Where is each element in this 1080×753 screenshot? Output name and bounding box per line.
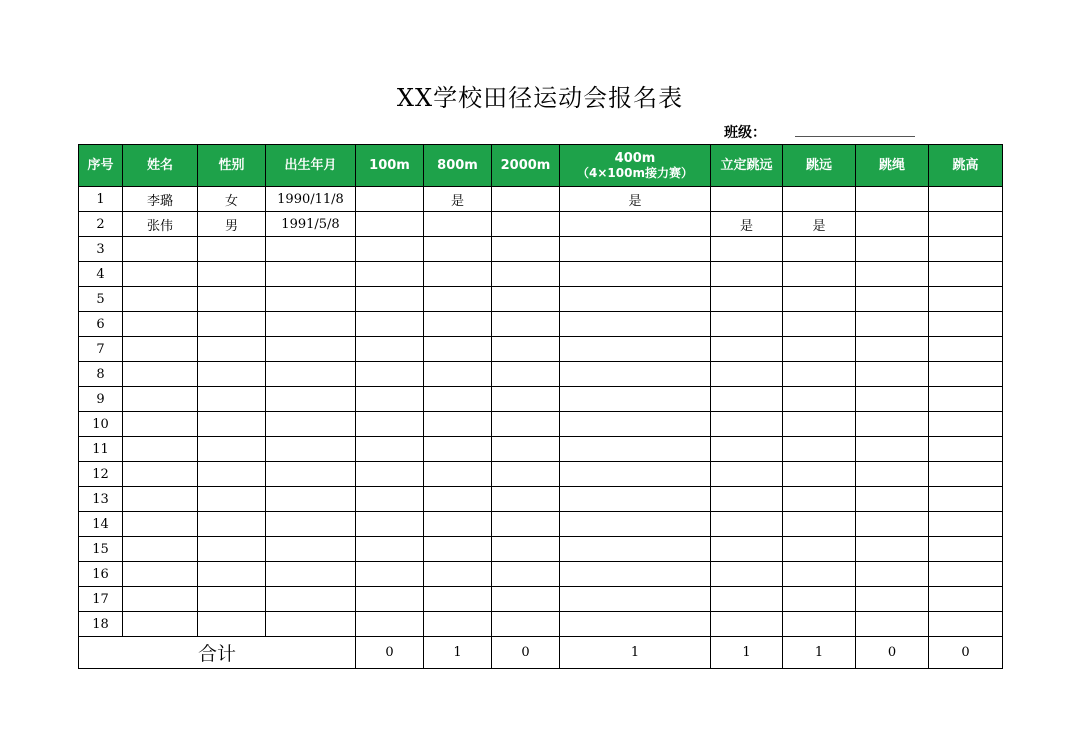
table-cell[interactable] xyxy=(356,437,424,462)
table-row xyxy=(79,587,1003,612)
table-cell[interactable] xyxy=(929,462,1003,487)
table-cell[interactable] xyxy=(198,587,266,612)
table-row xyxy=(79,262,1003,287)
table-cell[interactable] xyxy=(492,212,560,237)
table-cell[interactable] xyxy=(711,487,783,512)
col-header-jump-rope: 跳绳 xyxy=(856,145,929,187)
table-cell[interactable] xyxy=(123,337,198,362)
table-cell[interactable] xyxy=(783,362,856,387)
table-cell[interactable] xyxy=(356,287,424,312)
total-cell[interactable]: 0 xyxy=(492,637,560,669)
table-cell[interactable] xyxy=(492,387,560,412)
table-cell[interactable] xyxy=(266,262,356,287)
table-cell[interactable] xyxy=(266,237,356,262)
row-index-cell: 9 xyxy=(79,387,123,412)
table-cell[interactable] xyxy=(198,412,266,437)
table-cell[interactable] xyxy=(711,287,783,312)
row-index-cell: 6 xyxy=(79,312,123,337)
table-cell[interactable] xyxy=(783,462,856,487)
table-cell[interactable] xyxy=(123,312,198,337)
table-cell[interactable] xyxy=(123,487,198,512)
table-row xyxy=(79,362,1003,387)
table-cell[interactable] xyxy=(424,387,492,412)
table-cell[interactable]: 女 xyxy=(198,187,266,212)
table-cell[interactable] xyxy=(123,562,198,587)
row-index-cell: 7 xyxy=(79,337,123,362)
col-header-long-jump: 跳远 xyxy=(783,145,856,187)
table-row xyxy=(79,512,1003,537)
table-cell[interactable] xyxy=(266,487,356,512)
table-cell[interactable] xyxy=(560,462,711,487)
row-index-cell: 16 xyxy=(79,562,123,587)
table-cell[interactable] xyxy=(356,587,424,612)
table-cell[interactable] xyxy=(356,212,424,237)
table-cell[interactable] xyxy=(492,462,560,487)
table-cell[interactable] xyxy=(783,437,856,462)
total-cell[interactable]: 1 xyxy=(424,637,492,669)
class-input-line[interactable] xyxy=(795,136,915,137)
table-cell[interactable] xyxy=(492,587,560,612)
table-cell[interactable] xyxy=(856,412,929,437)
table-cell[interactable] xyxy=(198,612,266,637)
row-index-cell: 10 xyxy=(79,412,123,437)
table-cell[interactable] xyxy=(424,412,492,437)
table-cell[interactable] xyxy=(198,512,266,537)
page-title: XX学校田径运动会报名表 xyxy=(396,84,684,112)
table-cell[interactable] xyxy=(560,362,711,387)
table-cell[interactable]: 1990/11/8 xyxy=(266,187,356,212)
table-cell[interactable] xyxy=(424,437,492,462)
table-cell[interactable] xyxy=(856,362,929,387)
table-row xyxy=(79,387,1003,412)
table-cell[interactable] xyxy=(356,487,424,512)
table-cell[interactable] xyxy=(123,462,198,487)
table-cell[interactable] xyxy=(783,187,856,212)
table-cell[interactable] xyxy=(711,537,783,562)
row-index-cell: 15 xyxy=(79,537,123,562)
table-cell[interactable] xyxy=(424,562,492,587)
table-row xyxy=(79,437,1003,462)
table-cell[interactable] xyxy=(856,337,929,362)
table-cell[interactable] xyxy=(856,262,929,287)
table-cell[interactable] xyxy=(198,237,266,262)
table-cell[interactable] xyxy=(560,237,711,262)
table-row xyxy=(79,487,1003,512)
table-cell[interactable] xyxy=(929,287,1003,312)
row-index-cell: 4 xyxy=(79,262,123,287)
table-cell[interactable] xyxy=(856,587,929,612)
table-cell[interactable] xyxy=(783,262,856,287)
table-cell[interactable] xyxy=(856,612,929,637)
table-cell[interactable] xyxy=(356,362,424,387)
table-cell[interactable]: 李璐 xyxy=(123,187,198,212)
table-cell[interactable] xyxy=(492,187,560,212)
row-index-cell: 3 xyxy=(79,237,123,262)
table-cell[interactable] xyxy=(492,487,560,512)
table-cell[interactable] xyxy=(492,362,560,387)
table-cell[interactable] xyxy=(783,412,856,437)
registration-table xyxy=(78,144,1003,669)
table-cell[interactable] xyxy=(711,312,783,337)
table-cell[interactable] xyxy=(424,537,492,562)
table-cell[interactable] xyxy=(123,612,198,637)
col-header-birthdate: 出生年月 xyxy=(266,145,356,187)
table-cell[interactable] xyxy=(424,312,492,337)
table-cell[interactable] xyxy=(424,512,492,537)
table-row xyxy=(79,537,1003,562)
table-cell[interactable] xyxy=(929,487,1003,512)
table-cell[interactable] xyxy=(929,212,1003,237)
table-cell[interactable] xyxy=(711,337,783,362)
table-cell[interactable] xyxy=(711,412,783,437)
table-cell[interactable] xyxy=(560,262,711,287)
table-cell[interactable] xyxy=(856,537,929,562)
row-index-cell: 17 xyxy=(79,587,123,612)
row-index-cell: 1 xyxy=(79,187,123,212)
table-cell[interactable] xyxy=(929,237,1003,262)
col-header-name: 姓名 xyxy=(123,145,198,187)
table-cell[interactable] xyxy=(711,587,783,612)
table-cell[interactable] xyxy=(856,562,929,587)
table-cell[interactable] xyxy=(711,437,783,462)
col-header-400m-relay xyxy=(560,145,711,187)
table-cell[interactable] xyxy=(929,262,1003,287)
table-cell[interactable] xyxy=(266,562,356,587)
col-header-gender: 性别 xyxy=(198,145,266,187)
table-cell[interactable] xyxy=(560,587,711,612)
table-cell[interactable] xyxy=(123,262,198,287)
table-cell[interactable] xyxy=(198,262,266,287)
table-cell[interactable] xyxy=(266,612,356,637)
table-cell[interactable] xyxy=(856,187,929,212)
table-cell[interactable] xyxy=(856,462,929,487)
table-cell[interactable] xyxy=(492,412,560,437)
table-cell[interactable] xyxy=(198,312,266,337)
total-cell[interactable]: 1 xyxy=(560,637,711,669)
table-cell[interactable] xyxy=(492,562,560,587)
table-cell[interactable] xyxy=(123,537,198,562)
table-cell[interactable] xyxy=(266,362,356,387)
table-cell[interactable] xyxy=(560,562,711,587)
table-cell[interactable] xyxy=(711,462,783,487)
table-cell[interactable] xyxy=(711,187,783,212)
row-index-cell: 8 xyxy=(79,362,123,387)
table-cell[interactable] xyxy=(356,187,424,212)
table-cell[interactable] xyxy=(123,587,198,612)
table-cell[interactable] xyxy=(711,387,783,412)
table-cell[interactable] xyxy=(560,387,711,412)
table-cell[interactable] xyxy=(856,437,929,462)
table-cell[interactable] xyxy=(492,337,560,362)
table-cell[interactable] xyxy=(711,362,783,387)
table-cell[interactable] xyxy=(424,612,492,637)
table-cell[interactable]: 是 xyxy=(560,187,711,212)
table-cell[interactable] xyxy=(198,287,266,312)
col-header-high-jump: 跳高 xyxy=(929,145,1003,187)
table-cell[interactable] xyxy=(783,612,856,637)
table-cell[interactable] xyxy=(198,362,266,387)
table-cell[interactable] xyxy=(424,287,492,312)
table-cell[interactable] xyxy=(856,237,929,262)
table-cell[interactable] xyxy=(198,337,266,362)
col-header-2000m: 2000m xyxy=(492,145,560,187)
table-cell[interactable] xyxy=(266,412,356,437)
table-cell[interactable] xyxy=(711,512,783,537)
total-row xyxy=(79,637,1003,669)
table-row xyxy=(79,562,1003,587)
table-cell[interactable] xyxy=(929,587,1003,612)
table-cell[interactable] xyxy=(560,412,711,437)
table-row xyxy=(79,237,1003,262)
table-cell[interactable] xyxy=(123,362,198,387)
col-header-800m: 800m xyxy=(424,145,492,187)
table-cell[interactable] xyxy=(266,287,356,312)
table-cell[interactable] xyxy=(929,412,1003,437)
table-cell[interactable] xyxy=(783,587,856,612)
table-cell[interactable] xyxy=(424,362,492,387)
table-cell[interactable] xyxy=(492,312,560,337)
table-cell[interactable] xyxy=(929,362,1003,387)
table-row xyxy=(79,187,1003,212)
table-cell[interactable] xyxy=(929,537,1003,562)
table-cell[interactable] xyxy=(356,262,424,287)
table-cell[interactable] xyxy=(783,237,856,262)
table-cell[interactable] xyxy=(856,287,929,312)
table-cell[interactable] xyxy=(560,287,711,312)
table-cell[interactable] xyxy=(560,437,711,462)
row-index-cell: 12 xyxy=(79,462,123,487)
table-cell[interactable] xyxy=(424,487,492,512)
table-cell[interactable] xyxy=(356,237,424,262)
table-cell[interactable] xyxy=(856,487,929,512)
total-cell[interactable]: 0 xyxy=(356,637,424,669)
table-cell[interactable] xyxy=(856,212,929,237)
table-cell[interactable] xyxy=(266,462,356,487)
table-cell[interactable] xyxy=(123,237,198,262)
table-cell[interactable] xyxy=(424,237,492,262)
table-cell[interactable] xyxy=(356,412,424,437)
table-cell[interactable] xyxy=(424,337,492,362)
table-cell[interactable] xyxy=(711,262,783,287)
table-cell[interactable]: 张伟 xyxy=(123,212,198,237)
table-cell[interactable] xyxy=(560,612,711,637)
row-index-cell: 14 xyxy=(79,512,123,537)
table-cell[interactable] xyxy=(424,587,492,612)
table-cell[interactable] xyxy=(492,537,560,562)
table-cell[interactable] xyxy=(929,437,1003,462)
table-cell[interactable] xyxy=(560,312,711,337)
table-cell[interactable] xyxy=(356,337,424,362)
table-cell[interactable] xyxy=(266,312,356,337)
table-cell[interactable] xyxy=(711,612,783,637)
table-cell[interactable] xyxy=(783,312,856,337)
row-index-cell: 5 xyxy=(79,287,123,312)
table-cell[interactable] xyxy=(856,312,929,337)
table-cell[interactable] xyxy=(356,562,424,587)
col-header-standing-long-jump: 立定跳远 xyxy=(711,145,783,187)
table-cell[interactable] xyxy=(123,287,198,312)
table-cell[interactable] xyxy=(198,487,266,512)
table-cell[interactable] xyxy=(198,562,266,587)
total-label: 合计 xyxy=(79,637,356,669)
table-row xyxy=(79,612,1003,637)
table-cell[interactable] xyxy=(929,612,1003,637)
table-cell[interactable] xyxy=(783,387,856,412)
col-header-relay-note: （4×100m接力赛） xyxy=(577,165,693,180)
table-cell[interactable] xyxy=(783,512,856,537)
table-cell[interactable] xyxy=(492,237,560,262)
table-row xyxy=(79,287,1003,312)
table-cell[interactable] xyxy=(356,312,424,337)
table-cell[interactable] xyxy=(123,387,198,412)
table-cell[interactable] xyxy=(266,537,356,562)
row-index-cell: 13 xyxy=(79,487,123,512)
table-cell[interactable] xyxy=(123,437,198,462)
table-cell[interactable]: 男 xyxy=(198,212,266,237)
table-cell[interactable] xyxy=(356,387,424,412)
col-header-index: 序号 xyxy=(79,145,123,187)
row-index-cell: 11 xyxy=(79,437,123,462)
table-cell[interactable]: 是 xyxy=(783,212,856,237)
table-cell[interactable] xyxy=(929,512,1003,537)
table-cell[interactable] xyxy=(856,512,929,537)
table-cell[interactable] xyxy=(356,612,424,637)
table-cell[interactable] xyxy=(856,387,929,412)
table-cell[interactable] xyxy=(929,387,1003,412)
table-cell[interactable] xyxy=(783,337,856,362)
table-cell[interactable] xyxy=(560,487,711,512)
table-cell[interactable] xyxy=(266,587,356,612)
table-cell[interactable] xyxy=(266,337,356,362)
col-header-100m: 100m xyxy=(356,145,424,187)
table-cell[interactable] xyxy=(198,387,266,412)
table-cell[interactable] xyxy=(424,462,492,487)
table-cell[interactable] xyxy=(783,287,856,312)
table-cell[interactable]: 是 xyxy=(424,187,492,212)
table-cell[interactable] xyxy=(711,562,783,587)
table-cell[interactable] xyxy=(266,512,356,537)
table-cell[interactable] xyxy=(123,412,198,437)
table-cell[interactable]: 是 xyxy=(711,212,783,237)
table-cell[interactable] xyxy=(492,512,560,537)
total-cell[interactable]: 0 xyxy=(856,637,929,669)
table-cell[interactable] xyxy=(266,437,356,462)
table-row xyxy=(79,412,1003,437)
table-cell[interactable] xyxy=(560,512,711,537)
header-row xyxy=(79,145,1003,187)
table-cell[interactable] xyxy=(424,212,492,237)
table-cell[interactable] xyxy=(929,562,1003,587)
table-row xyxy=(79,337,1003,362)
total-cell[interactable]: 1 xyxy=(783,637,856,669)
table-cell[interactable] xyxy=(198,537,266,562)
table-row xyxy=(79,212,1003,237)
table-cell[interactable] xyxy=(198,437,266,462)
table-cell[interactable] xyxy=(356,462,424,487)
class-label: 班级： xyxy=(724,125,766,141)
row-index-cell: 2 xyxy=(79,212,123,237)
table-cell[interactable] xyxy=(560,537,711,562)
col-header-400m: 400m xyxy=(614,150,656,166)
table-cell[interactable] xyxy=(560,337,711,362)
table-cell[interactable] xyxy=(492,262,560,287)
table-cell[interactable]: 1991/5/8 xyxy=(266,212,356,237)
table-cell[interactable] xyxy=(356,512,424,537)
table-row xyxy=(79,462,1003,487)
total-cell[interactable]: 0 xyxy=(929,637,1003,669)
table-cell[interactable] xyxy=(123,512,198,537)
total-cell[interactable]: 1 xyxy=(711,637,783,669)
row-index-cell: 18 xyxy=(79,612,123,637)
table-cell[interactable] xyxy=(492,612,560,637)
table-cell[interactable] xyxy=(266,387,356,412)
table-cell[interactable] xyxy=(424,262,492,287)
table-cell[interactable] xyxy=(929,187,1003,212)
table-cell[interactable] xyxy=(783,562,856,587)
table-cell[interactable] xyxy=(929,337,1003,362)
table-cell[interactable] xyxy=(711,237,783,262)
table-cell[interactable] xyxy=(783,537,856,562)
table-cell[interactable] xyxy=(560,212,711,237)
table-cell[interactable] xyxy=(492,437,560,462)
table-cell[interactable] xyxy=(492,287,560,312)
table-row xyxy=(79,312,1003,337)
table-cell[interactable] xyxy=(356,537,424,562)
table-cell[interactable] xyxy=(198,462,266,487)
table-cell[interactable] xyxy=(929,312,1003,337)
table-cell[interactable] xyxy=(783,487,856,512)
